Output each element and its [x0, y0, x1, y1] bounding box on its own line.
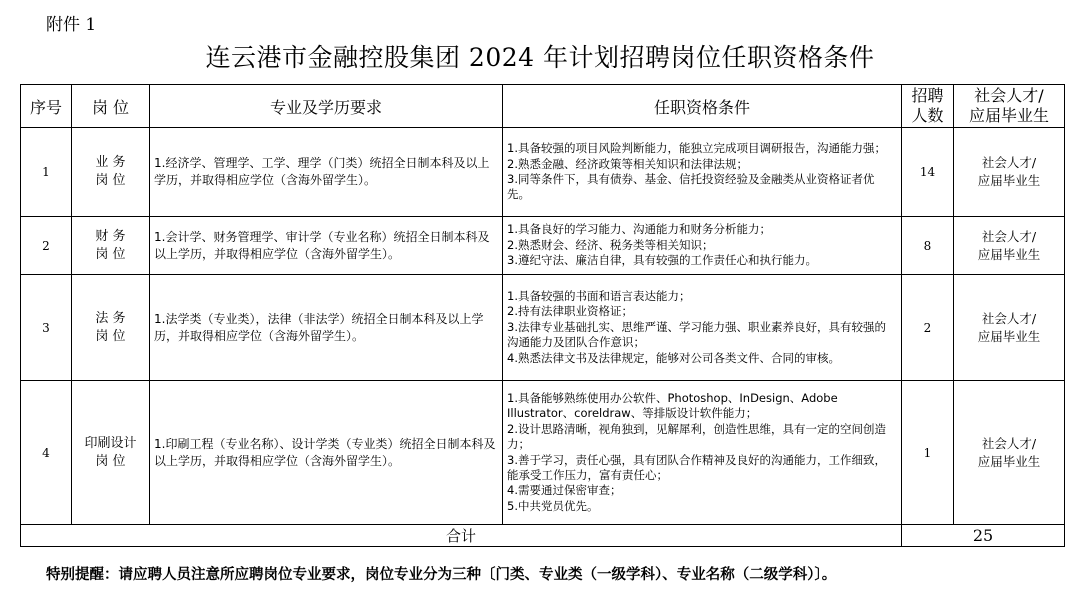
row-position	[72, 381, 150, 525]
header-count-line2: 人数	[911, 106, 944, 125]
row-count: 8	[902, 217, 954, 275]
qualification-item: 3.同等条件下，具有债券、基金、信托投资经验及金融类从业资格证者优先。	[507, 172, 875, 202]
position-line1: 业 务	[95, 155, 126, 170]
header-type-line2: 应届毕业生	[968, 106, 1049, 125]
row-major: 1.会计学、财务管理学、审计学（专业名称）统招全日制本科及以上学历，并取得相应学位（含海外留学生）。	[150, 217, 503, 275]
type-line1: 社会人才/	[981, 435, 1037, 451]
position-line1: 财 务	[95, 228, 126, 244]
type-line1: 社会人才/	[981, 228, 1037, 244]
qualification-item: 2.持有法律职业资格证；	[507, 304, 633, 319]
type-line2: 应届毕业生	[977, 328, 1041, 344]
qualification-item: 2.熟悉财会、经济、税务类等相关知识；	[507, 237, 714, 252]
row-type	[954, 275, 1065, 381]
row-major: 1.经济学、管理学、工学、理学（门类）统招全日制本科及以上学历，并取得相应学位（含海外留学生）。	[150, 128, 503, 217]
table-row	[21, 381, 1065, 525]
qualification-item: 3.遵纪守法、廉洁自律，具有较强的工作责任心和执行能力。	[507, 253, 817, 268]
row-position	[72, 217, 150, 275]
row-seq: 1	[21, 128, 72, 217]
qualification-item: 3.法律专业基础扎实、思维严谨、学习能力强、职业素养良好，具有较强的沟通能力及团队合作意识；	[507, 319, 886, 350]
type-line1: 社会人才/	[981, 155, 1037, 170]
row-count: 14	[902, 128, 954, 217]
position-line1: 印刷设计	[84, 435, 137, 451]
row-position	[72, 128, 150, 217]
row-qualifications	[503, 381, 902, 525]
position-line1: 法 务	[95, 310, 126, 326]
row-count: 1	[902, 381, 954, 525]
document-title: 连云港市金融控股集团 2024 年计划招聘岗位任职资格条件	[205, 43, 875, 72]
header-type	[954, 85, 1065, 128]
row-seq: 2	[21, 217, 72, 275]
row-major: 1.印刷工程（专业名称）、设计学类（专业类）统招全日制本科及以上学历，并取得相应学位（含海外留学生）。	[150, 381, 503, 525]
header-seq: 序号	[21, 85, 72, 128]
row-type	[954, 381, 1065, 525]
header-row	[21, 85, 1065, 128]
header-count	[902, 85, 954, 128]
requirements-table	[20, 84, 1065, 547]
position-line2: 岗 位	[95, 246, 126, 262]
position-line2: 岗 位	[95, 173, 126, 188]
row-type	[954, 128, 1065, 217]
attachment-label: 附件 1	[46, 15, 97, 35]
type-line2: 应届毕业生	[977, 453, 1041, 469]
type-line2: 应届毕业生	[977, 173, 1041, 188]
position-line2: 岗 位	[95, 453, 126, 469]
qualification-item: 4.熟悉法律文书及法律规定，能够对公司各类文件、合同的审核。	[507, 350, 840, 365]
position-line2: 岗 位	[95, 328, 126, 344]
row-major: 1.法学类（专业类），法律（非法学）统招全日制本科及以上学历，并取得相应学位（含海外留学生）。	[150, 275, 503, 381]
type-line1: 社会人才/	[981, 310, 1037, 326]
qualification-item: 2.设计思路清晰，视角独到，见解犀利，创造性思维，具有一定的空间创造力；	[507, 421, 886, 452]
special-reminder-note: 特别提醒：请应聘人员注意所应聘岗位专业要求，岗位专业分为三种〔门类、专业类（一级学科）、专业名称（二级学科）〕。	[46, 567, 837, 583]
row-qualifications	[503, 128, 902, 217]
qualification-item: 1.具备能够熟练使用办公软件、Photoshop、InDesign、Adobe Illustrator、coreldraw、等排版设计软件能力；	[507, 390, 838, 421]
row-count: 2	[902, 275, 954, 381]
qualification-item: 5.中共党员优先。	[507, 498, 599, 513]
qualification-item: 1.具备良好的学习能力、沟通能力和财务分析能力；	[507, 222, 771, 237]
row-qualifications	[503, 275, 902, 381]
qualification-item: 1.具备较强的项目风险判断能力，能独立完成项目调研报告，沟通能力强；	[507, 141, 886, 156]
row-qualifications	[503, 217, 902, 275]
qualification-item: 3.善于学习，责任心强，具有团队合作精神及良好的沟通能力，工作细致，能承受工作压力，富有责任心；	[507, 452, 886, 482]
total-row	[21, 525, 1065, 547]
qualification-item: 1.具备较强的书面和语言表达能力；	[507, 288, 691, 303]
table-row	[21, 217, 1065, 275]
row-seq: 4	[21, 381, 72, 525]
row-seq: 3	[21, 275, 72, 381]
row-position	[72, 275, 150, 381]
qualification-item: 2.熟悉金融、经济政策等相关知识和法律法规；	[507, 156, 748, 171]
header-qualifications: 任职资格条件	[503, 85, 902, 128]
table-row	[21, 275, 1065, 381]
header-type-line1: 社会人才/	[974, 86, 1044, 105]
row-type	[954, 217, 1065, 275]
header-major: 专业及学历要求	[150, 85, 503, 128]
qualification-item: 4.需要通过保密审查；	[507, 483, 622, 498]
header-count-line1: 招聘	[911, 86, 944, 105]
header-position: 岗 位	[72, 85, 150, 128]
type-line2: 应届毕业生	[977, 246, 1041, 262]
total-value: 25	[902, 525, 1065, 547]
total-label: 合计	[21, 525, 902, 547]
table-row	[21, 128, 1065, 217]
